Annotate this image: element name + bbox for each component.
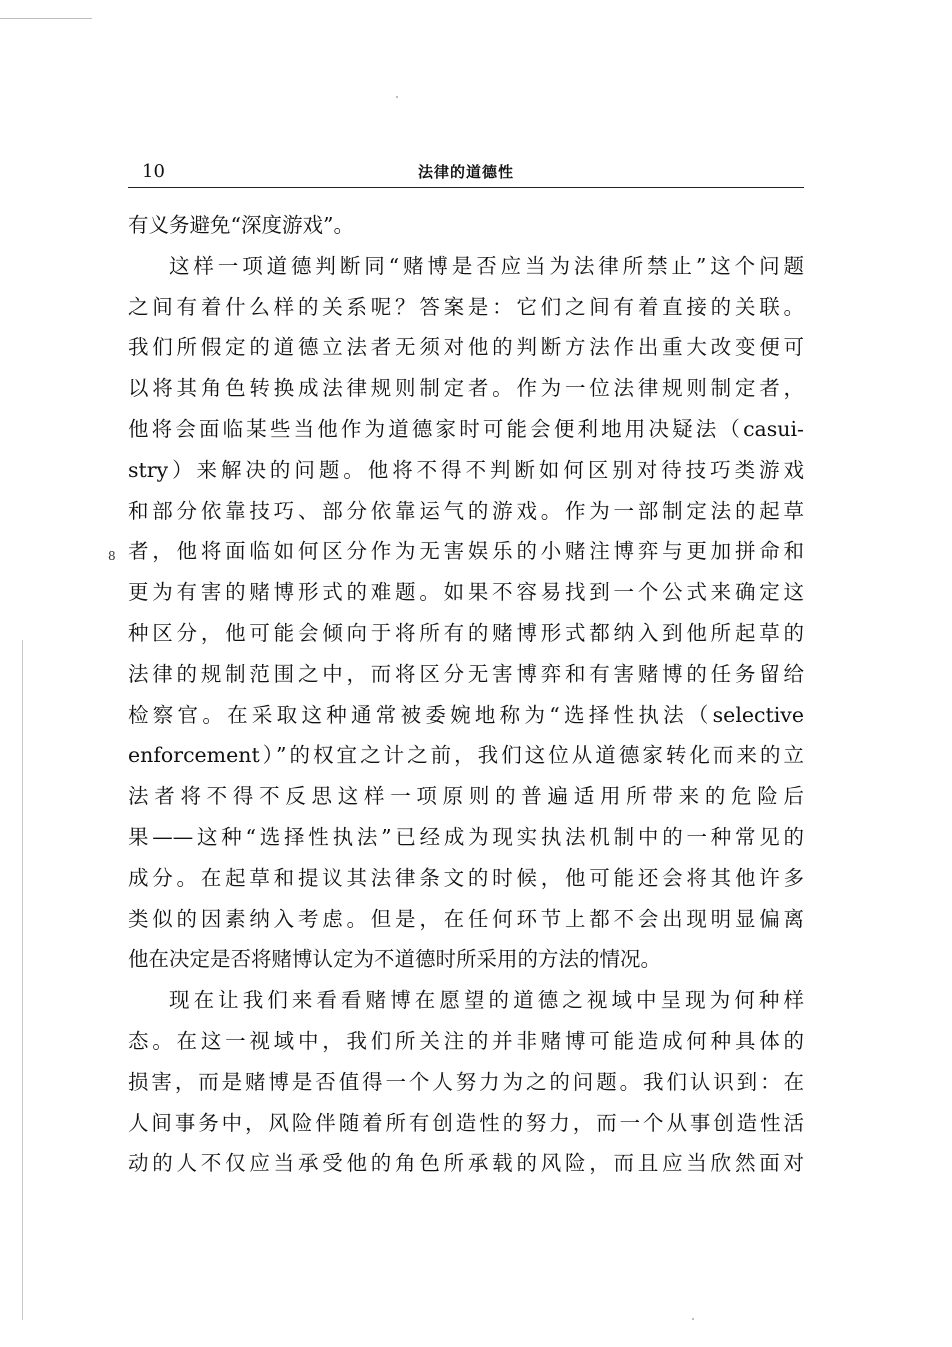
text-line: 法者将不得不反思这样一项原则的普遍适用所带来的危险后 — [128, 784, 804, 809]
margin-page-reference: 8 — [108, 549, 116, 563]
text-line: 有义务避免“深度游戏”。 — [128, 213, 354, 237]
text-line: 这样一项道德判断同“赌博是否应当为法律所禁止”这个问题 — [169, 253, 804, 278]
text-line: 现在让我们来看看赌博在愿望的道德之视域中呈现为何种样 — [169, 988, 804, 1013]
text-line: 种区分，他可能会倾向于将所有的赌博形式都纳入到他所起草的 — [128, 620, 804, 645]
text-line: 人间事务中，风险伴随着所有创造性的努力，而一个从事创造性活 — [128, 1110, 804, 1135]
scan-speck — [692, 1318, 694, 1320]
body-text — [128, 205, 804, 1184]
running-title: 法律的道德性 — [417, 163, 514, 181]
page-header — [128, 160, 804, 184]
text-line: 者，他将面临如何区分作为无害娱乐的小赌注博弈与更加拼命和 — [128, 539, 804, 564]
text-line: 之间有着什么样的关系呢？答案是：它们之间有着直接的关联。 — [128, 294, 804, 319]
text-line: 更为有害的赌博形式的难题。如果不容易找到一个公式来确定这 — [128, 580, 804, 605]
text-line: 态。在这一视域中，我们所关注的并非赌博可能造成何种具体的 — [128, 1028, 804, 1053]
text-line: 动的人不仅应当承受他的角色所承载的风险，而且应当欣然面对 — [128, 1151, 804, 1176]
scan-artifact-edge — [22, 640, 23, 1320]
text-line: 他在决定是否将赌博认定为不道德时所采用的方法的情况。 — [128, 947, 661, 972]
text-line: 果——这种“选择性执法”已经成为现实执法机制中的一种常见的 — [128, 824, 804, 849]
text-line: 类似的因素纳入考虑。但是，在任何环节上都不会出现明显偏离 — [128, 906, 804, 931]
scan-speck — [396, 96, 398, 98]
text-line: 检察官。在采取这种通常被委婉地称为“选择性执法（selective — [128, 702, 804, 727]
text-line: 和部分依靠技巧、部分依靠运气的游戏。作为一部制定法的起草 — [128, 498, 804, 523]
text-line: 损害，而是赌博是否值得一个人努力为之的问题。我们认识到：在 — [128, 1069, 804, 1094]
text-line: 我们所假定的道德立法者无须对他的判断方法作出重大改变便可 — [128, 335, 804, 360]
text-line: 以将其角色转换成法律规则制定者。作为一位法律规则制定者， — [128, 376, 804, 401]
text-line: stry）来解决的问题。他将不得不判断如何区别对待技巧类游戏 — [128, 457, 804, 482]
text-line: 他将会面临某些当他作为道德家时可能会便利地用决疑法（casui- — [128, 416, 804, 441]
text-line: 成分。在起草和提议其法律条文的时候，他可能还会将其他许多 — [128, 865, 804, 890]
header-rule — [128, 187, 804, 188]
text-line: 法律的规制范围之中，而将区分无害博弈和有害赌博的任务留给 — [128, 661, 804, 686]
page-number: 10 — [142, 161, 165, 182]
text-line: enforcement）”的权宜之计之前，我们这位从道德家转化而来的立 — [128, 743, 804, 768]
scan-artifact-line — [0, 18, 92, 19]
